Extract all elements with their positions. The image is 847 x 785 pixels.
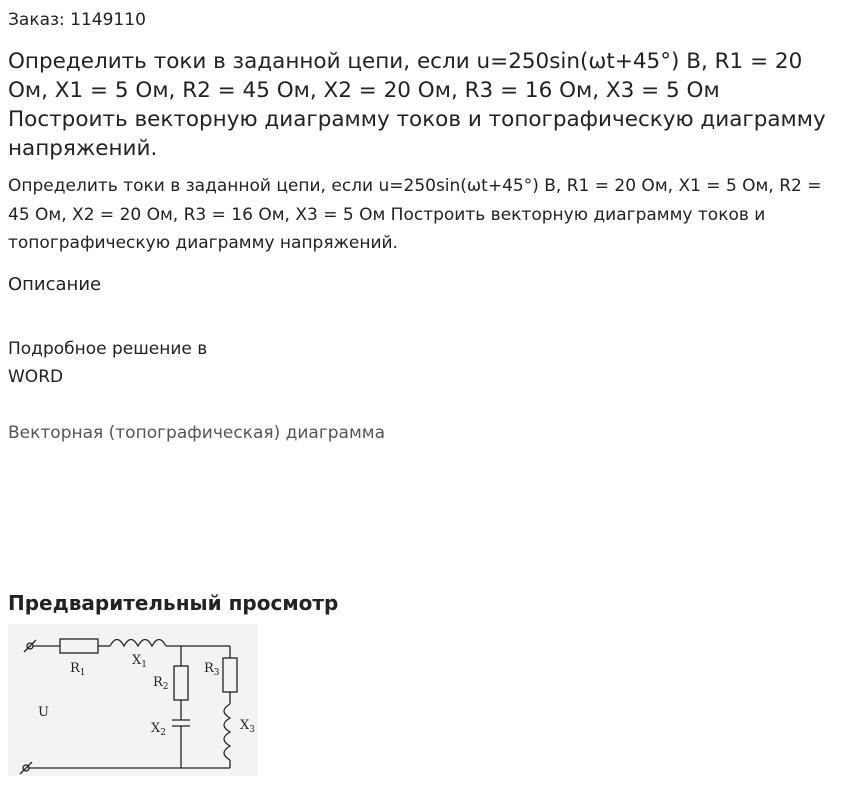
circuit-diagram bbox=[8, 624, 258, 776]
vector-diagram-link[interactable]: Векторная (топографическая) диаграмма bbox=[8, 423, 386, 443]
circuit-preview-image bbox=[8, 624, 258, 776]
inductor-x1 bbox=[110, 640, 166, 647]
label-x3: $X_3$ bbox=[240, 718, 255, 735]
label-r1: $R_1$ bbox=[70, 661, 86, 678]
resistor-r3 bbox=[223, 658, 237, 692]
label-x1: $X_1$ bbox=[132, 653, 147, 670]
inductor-x3 bbox=[224, 704, 230, 760]
description-label: Описание bbox=[8, 274, 102, 295]
task-heading: Определить токи в заданной цепи, если u=250sin(ωt+45°) В, R1 = 20 Ом, X1 = 5 Ом, R2 = 45 Ом, X2 = 20 Ом, R3 = 16 Ом, X3 = 5 Ом Построить векторную диаграмму токов и топографическую диаграмму напряжений. bbox=[8, 49, 826, 161]
task-description: Определить токи в заданной цепи, если u=250sin(ωt+45°) В, R1 = 20 Ом, X1 = 5 Ом, R2 = 45 Ом, X2 = 20 Ом, R3 = 16 Ом, X3 = 5 Ом Построить векторную диаграмму токов и топографическую диаграмму напряжений. bbox=[8, 176, 822, 253]
resistor-r2 bbox=[174, 666, 188, 700]
solution-note: Подробное решение в WORD bbox=[8, 339, 208, 387]
resistor-r1 bbox=[60, 639, 98, 653]
preview-title: Предварительный просмотр bbox=[8, 591, 339, 615]
label-r2: $R_2$ bbox=[153, 675, 169, 692]
label-r3: $R_3$ bbox=[204, 661, 220, 678]
label-x2: $X_2$ bbox=[151, 721, 166, 738]
label-u: U bbox=[38, 705, 49, 720]
order-number: Заказ: 1149110 bbox=[8, 10, 146, 30]
